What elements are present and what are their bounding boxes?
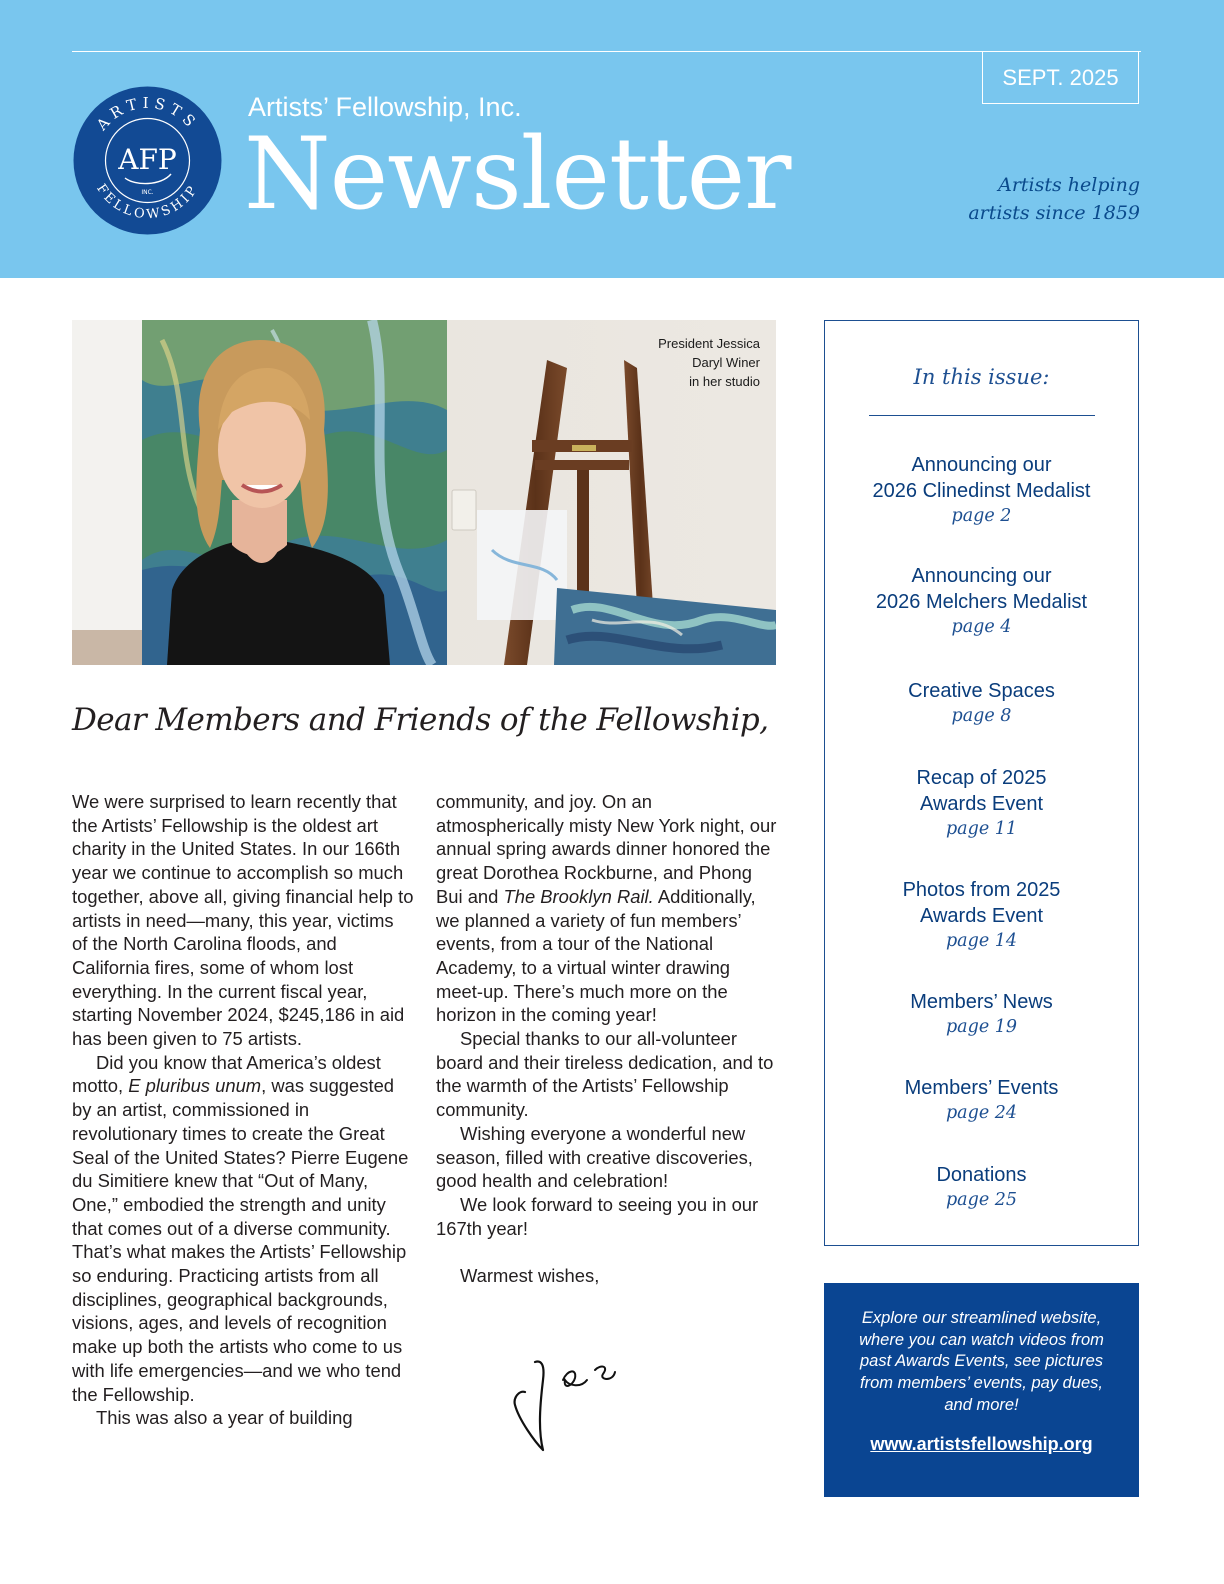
toc-item-page: page 8 (951, 706, 1012, 726)
toc-item-page: page 4 (951, 617, 1012, 637)
photo-caption-line-2: Daryl Winer (692, 355, 760, 370)
toc-item-clinedinst[interactable] (825, 452, 1138, 528)
photo-caption-line-1: President Jessica (658, 336, 760, 351)
toc-item-creative-spaces[interactable] (825, 678, 1138, 728)
toc-item-title: Awards Event (919, 793, 1044, 815)
issue-date: SEPT. 2025 (982, 51, 1139, 104)
photo-caption-line-3: in her studio (689, 374, 760, 389)
letter-paragraph-1: We were surprised to learn recently that the Artists’ Fellowship is the oldest art charity in the United States. In our 166th year we continue to accomplish so much together, above all, giving financial help to artists in need—many, this year, victims of the North Carolina floods, and California fires, some of whom lost everything. In the current fiscal year, starting November 2024, $245,186 in aid has been given to 75 artists. (72, 791, 414, 1050)
letter-paragraph-3: This was also a year of building (96, 1407, 353, 1429)
toc-item-recap[interactable] (825, 765, 1138, 841)
p3-cont-b: Additionally, we planned a variety of fun members’ events, from a tour of the National Academy, to a virtual winter drawing meet-up. There’s much more on the horizon in the coming year! (436, 885, 756, 1026)
toc-item-title: Awards Event (919, 905, 1044, 927)
toc-item-members-events[interactable] (825, 1075, 1138, 1125)
toc-item-title: Donations (936, 1164, 1027, 1186)
header-rule (72, 51, 1141, 52)
in-this-issue-box (824, 320, 1139, 1246)
toc-item-page: page 2 (951, 506, 1012, 526)
logo-monogram: AFP (118, 143, 177, 176)
letter-paragraph-3-cont (436, 790, 782, 1027)
logo-inc: INC. (141, 189, 154, 196)
p3-publication: The Brooklyn Rail. (503, 885, 654, 907)
toc-item-title: Recap of 2025 (916, 767, 1047, 789)
p2-text-a: Did you know that America’s oldest motto, (72, 1051, 381, 1097)
tagline (920, 171, 1140, 227)
header-banner (0, 0, 1224, 278)
toc-item-photos[interactable] (825, 877, 1138, 953)
toc-item-title: Members’ News (910, 991, 1053, 1013)
tagline-line-2: artists since 1859 (968, 202, 1140, 224)
toc-item-page: page 25 (945, 1190, 1018, 1210)
toc-item-title: 2026 Melchers Medalist (875, 591, 1088, 613)
letter-column-right (436, 790, 782, 1288)
toc-item-title: Creative Spaces (908, 680, 1055, 702)
logo-ring-top: ARTISTS (92, 93, 203, 134)
toc-item-title: Photos from 2025 (902, 879, 1061, 901)
website-link[interactable]: www.artistsfellowship.org (870, 1433, 1093, 1454)
letter-column-left (72, 790, 414, 1430)
toc-title: In this issue: (913, 365, 1050, 389)
org-name: Artists’ Fellowship, Inc. (248, 92, 522, 122)
toc-item-page: page 19 (945, 1017, 1018, 1037)
toc-item-title: Members’ Events (904, 1077, 1059, 1099)
p2-motto: E pluribus unum (128, 1075, 262, 1097)
letter-paragraph-4: Special thanks to our all-volunteer board and their tireless dedication, and to the warmth of the Artists’ Fellowship community. (436, 1028, 774, 1121)
tagline-line-1: Artists helping (998, 174, 1140, 196)
toc-item-page: page 14 (945, 931, 1018, 951)
letter-paragraph-2 (72, 1051, 414, 1407)
toc-divider (869, 415, 1095, 416)
toc-item-title: Announcing our (911, 565, 1052, 587)
letter-paragraph-5: Wishing everyone a wonderful new season, filled with creative discoveries, good health and celebration! (436, 1122, 753, 1192)
p3-cont-a: community, and joy. On an atmospherically misty New York night, our annual spring awards dinner honored the great Dorothea Rockburne, and Phong Bui and (436, 791, 777, 907)
logo-ring-bottom: FELLOWSHIP (93, 181, 202, 223)
president-photo (72, 320, 776, 665)
toc-item-title: Announcing our (911, 454, 1052, 476)
photo-caption (658, 334, 760, 391)
promo-message: Explore our streamlined website, where you can watch videos from past Awards Events, see pictures from members’ events, pay dues, and more! (859, 1309, 1104, 1414)
p2-text-b: , was suggested by an artist, commissioned in revolutionary times to create the Great Seal of the United States? Pierre Eugene du Simitiere knew that “Out of Many, One,” embodied the strength and unity that comes out of a diverse community. That’s what makes the Artists’ Fellowship so enduring. Practicing artists from all disciplines, geographical backgrounds, visions, ages, and levels of recognition make up both the artists who come to us with life emergencies—and we who tend the Fellowship. (72, 1075, 409, 1405)
toc-item-page: page 11 (945, 819, 1018, 839)
toc-item-members-news[interactable] (825, 989, 1138, 1039)
newsletter-title: Newsletter (244, 117, 791, 232)
signature (505, 1350, 635, 1460)
website-promo-box (824, 1283, 1139, 1497)
toc-item-title: 2026 Clinedinst Medalist (872, 480, 1091, 502)
letter-closing: Warmest wishes, (460, 1265, 600, 1287)
toc-item-donations[interactable] (825, 1162, 1138, 1212)
fellowship-logo (73, 86, 222, 235)
toc-item-melchers[interactable] (825, 563, 1138, 639)
letter-paragraph-6: We look forward to seeing you in our 167th year! (436, 1193, 759, 1239)
salutation: Dear Members and Friends of the Fellowship, (72, 702, 769, 738)
toc-item-page: page 24 (945, 1103, 1018, 1123)
